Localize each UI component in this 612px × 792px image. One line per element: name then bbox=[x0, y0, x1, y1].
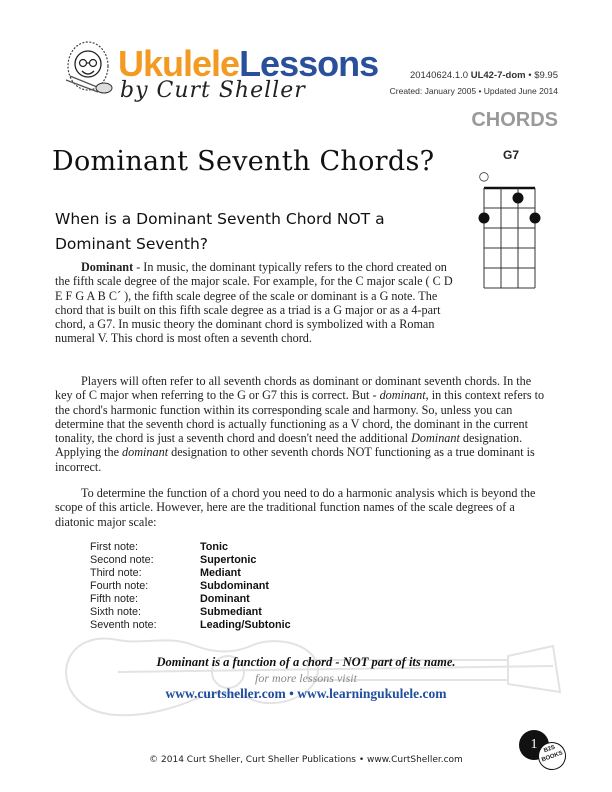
term-dominant: Dominant bbox=[81, 260, 134, 274]
tagline: Dominant is a function of a chord - NOT part of its name. bbox=[156, 655, 456, 669]
function-name: Mediant bbox=[200, 567, 241, 580]
scale-degree: Second note: bbox=[90, 554, 154, 567]
link-learningukulele[interactable]: www.learningukulele.com bbox=[297, 686, 447, 701]
chord-diagram bbox=[476, 148, 552, 298]
chord-name: G7 bbox=[502, 148, 519, 162]
caricature-icon bbox=[58, 36, 118, 96]
scale-function-row bbox=[90, 618, 291, 631]
scale-function-table bbox=[90, 541, 291, 631]
scale-function-row bbox=[90, 580, 291, 593]
scale-degree: First note: bbox=[90, 541, 139, 554]
section-subtitle: When is a Dominant Seventh Chord NOT a Dominant Seventh? bbox=[55, 210, 385, 253]
chord-finger-dot bbox=[530, 213, 541, 224]
logo-byline: by Curt Sheller bbox=[120, 78, 306, 103]
scale-degree: Seventh note: bbox=[90, 618, 157, 631]
page-title: Dominant Seventh Chords? bbox=[52, 146, 435, 177]
scale-function-row bbox=[90, 554, 291, 567]
price: $9.95 bbox=[534, 70, 558, 81]
logo bbox=[58, 34, 388, 106]
more-lessons-text: for more lessons visit bbox=[255, 671, 357, 685]
badge-text: B2S BOOKS bbox=[540, 744, 564, 764]
function-name: Leading/Subtonic bbox=[200, 618, 291, 631]
paragraph-2: Players will often refer to all seventh chords as dominant or dominant seventh chords. In the key of C major when referring to the G or G7 this is correct. But - dominant, in this context refers to the chord's harmonic function within its corresponding scale and harmony. So, unless you can determine that the seventh chord is actually functioning as a V chord, the dominant in the current tonality, the chord is just a seventh chord and doesn't need the additional Dominant designation. Applying the dominant designation to other seventh chords NOT functioning as a true dominant is incorrect. bbox=[55, 374, 545, 474]
function-name: Tonic bbox=[200, 541, 228, 554]
chord-grid bbox=[476, 168, 552, 298]
chord-finger-dot bbox=[513, 193, 524, 204]
scale-function-row bbox=[90, 567, 291, 580]
function-name: Supertonic bbox=[200, 554, 257, 567]
chord-finger-dot bbox=[479, 213, 490, 224]
scale-degree: Sixth note: bbox=[90, 605, 142, 618]
meta-separator: • bbox=[528, 70, 532, 81]
paragraph-3: To determine the function of a chord you need to do a harmonic analysis which is beyond the scope of this article. However, here are the traditional function names of the scale degrees of a diatonic major scale: bbox=[55, 486, 536, 529]
scale-degree: Fourth note: bbox=[90, 580, 149, 593]
catalog-line bbox=[370, 70, 558, 81]
scale-degree: Third note: bbox=[90, 567, 142, 580]
section-label: CHORDS bbox=[471, 109, 558, 131]
scale-function-row bbox=[90, 541, 291, 554]
catalog-code: UL42-7-dom bbox=[470, 70, 526, 81]
function-name: Submediant bbox=[200, 605, 262, 618]
open-string-marker: ○ bbox=[478, 169, 490, 183]
copyright-footer: © 2014 Curt Sheller, Curt Sheller Publications • www.CurtSheller.com bbox=[149, 755, 463, 765]
created-date: Created: January 2005 • Updated June 2014 bbox=[389, 86, 558, 96]
paragraph-1: Dominant - In music, the dominant typically refers to the chord created on the fifth scale degree of the major scale. For example, for the C major scale ( C D E F G A B C´ ), the fifth scale degree of the scale or dominant is a G note. The chord that is built on this fifth scale degree as a triad is a G major or as a 4-part chord, a G7. In music theory the dominant chord is symbolized with a Roman numeral V. This chord is most often a seventh chord. bbox=[55, 260, 453, 346]
page-number: 1 bbox=[530, 737, 538, 752]
scale-function-row bbox=[90, 593, 291, 606]
website-links bbox=[60, 686, 552, 702]
scale-function-row bbox=[90, 605, 291, 618]
catalog-number: 20140624.1.0 bbox=[409, 70, 469, 81]
link-separator: • bbox=[289, 686, 294, 701]
function-name: Subdominant bbox=[200, 580, 269, 593]
logo-word-lessons: Lessons bbox=[239, 43, 379, 84]
scale-degree: Fifth note: bbox=[90, 593, 139, 605]
logo-word-ukulele: Ukulele bbox=[118, 43, 240, 84]
link-curtsheller[interactable]: www.curtsheller.com bbox=[165, 686, 286, 701]
function-name: Dominant bbox=[200, 593, 250, 605]
